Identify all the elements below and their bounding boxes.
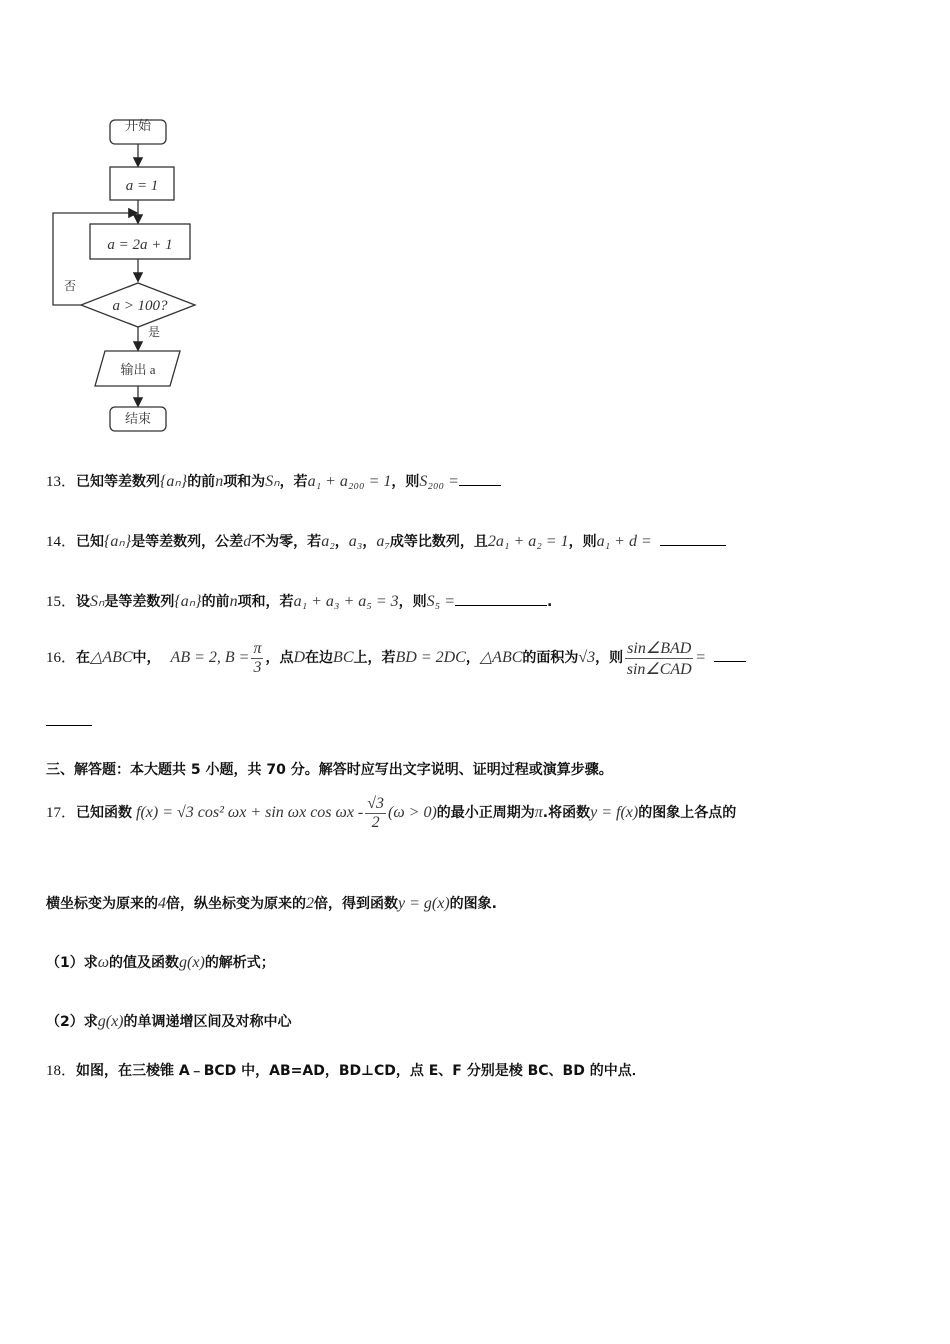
- text: 设: [76, 594, 91, 610]
- question-17: [46, 795, 736, 832]
- text: 的面积为: [522, 649, 579, 666]
- text: 已知函数: [76, 804, 133, 821]
- math: a₁ + a₂₀₀ = 1: [307, 473, 392, 490]
- math: S₂₀₀ =: [419, 473, 459, 490]
- math: n: [229, 593, 238, 610]
- math: {aₙ}: [104, 533, 132, 550]
- text: ，: [334, 534, 349, 550]
- text: 在边: [305, 649, 334, 666]
- math: a₇: [376, 533, 390, 550]
- yes-label: 是: [148, 325, 161, 339]
- math: △ABC: [479, 648, 523, 666]
- fraction: [365, 795, 386, 832]
- math: 4: [158, 895, 166, 912]
- math: a₂: [321, 533, 335, 550]
- text: （2）求: [46, 1014, 98, 1030]
- math: =: [695, 648, 707, 666]
- math: △ABC: [90, 648, 133, 666]
- denominator: sin∠CAD: [626, 661, 692, 678]
- q-number: 14．: [46, 534, 77, 550]
- text: 已知: [76, 534, 105, 550]
- text: 的最小正周期为: [436, 804, 535, 821]
- end-label: 结束: [124, 411, 152, 426]
- text: ，: [362, 534, 377, 550]
- answer-blank[interactable]: [459, 485, 501, 486]
- text: 的图象.: [449, 896, 497, 912]
- q-number: 15．: [46, 594, 77, 610]
- question-14: [46, 530, 726, 551]
- question-16: [46, 638, 746, 679]
- math: ω: [97, 954, 110, 971]
- math: y = g(x): [398, 895, 450, 912]
- math: Sₙ: [265, 473, 280, 490]
- question-17-line2: [46, 893, 497, 913]
- math: S₅ =: [426, 593, 455, 610]
- text: 中，: [132, 649, 161, 666]
- text: 横坐标变为原来的: [46, 896, 158, 912]
- math: g(x): [179, 954, 205, 971]
- text: ，则: [391, 474, 420, 490]
- answer-blank-continued[interactable]: [46, 725, 92, 726]
- math: √3: [578, 648, 596, 666]
- text: （1）求: [46, 955, 98, 971]
- math: BC: [333, 648, 354, 666]
- math: BD = 2DC: [395, 648, 466, 666]
- init-label: a = 1: [125, 178, 159, 194]
- math: 2: [306, 895, 314, 912]
- answer-blank[interactable]: [660, 545, 726, 546]
- q-number: 17．: [46, 804, 77, 821]
- text: 的前: [187, 474, 216, 490]
- output-label: 输出 a: [120, 362, 156, 377]
- math: D: [293, 648, 306, 666]
- q-number: 13．: [46, 474, 77, 490]
- no-label: 否: [64, 279, 77, 293]
- text: 已知等差数列: [76, 474, 161, 490]
- text: 的值及函数: [109, 955, 180, 971]
- math: g(x): [97, 1013, 124, 1030]
- question-15: [46, 590, 552, 611]
- text: .: [547, 594, 553, 610]
- text: 项和，若: [237, 594, 294, 610]
- math: a₁ + a₃ + a₅ = 3: [293, 593, 399, 610]
- numerator: √3: [367, 795, 385, 812]
- question-18: [46, 1059, 646, 1080]
- math: (ω > 0): [388, 803, 437, 821]
- math: Sₙ: [90, 593, 105, 610]
- text: ，则: [568, 534, 597, 550]
- math: y = f(x): [590, 803, 639, 821]
- math: π: [534, 803, 543, 821]
- text: 倍，得到函数: [314, 896, 398, 912]
- answer-blank[interactable]: [455, 605, 547, 606]
- text: 倍，纵坐标变为原来的: [166, 896, 306, 912]
- text: 项和为: [223, 474, 266, 490]
- question-17-part2: [46, 1011, 292, 1031]
- text: ，若: [279, 474, 308, 490]
- text: ，: [465, 649, 480, 666]
- text: 是等差数列，公差: [131, 534, 244, 550]
- question-17-part1: [46, 952, 275, 972]
- denominator: 3: [253, 659, 262, 676]
- text: 如图，在三棱锥 A﹣BCD 中，AB=AD，BD⊥CD，点 E、F 分别是棱 BC、BD 的中点．: [76, 1063, 646, 1079]
- fraction: [625, 638, 693, 679]
- text: ，则: [595, 649, 624, 666]
- text: 上，若: [353, 649, 396, 666]
- text: 的解析式；: [204, 955, 275, 971]
- math: AB = 2, B =: [170, 648, 250, 666]
- question-13: [46, 470, 501, 491]
- text: 是等差数列: [104, 594, 175, 610]
- q-number: 18．: [46, 1063, 77, 1079]
- fraction: [251, 640, 263, 677]
- denominator: 2: [371, 814, 380, 831]
- numerator: sin∠BAD: [627, 640, 692, 657]
- math: f(x) = √3 cos² ωx + sin ωx cos ωx -: [136, 803, 364, 821]
- math: {aₙ}: [160, 473, 188, 490]
- numerator: π: [253, 640, 262, 657]
- update-label: a = 2a + 1: [107, 237, 173, 253]
- q-number: 16．: [46, 649, 77, 666]
- math: a₁ + d =: [596, 533, 652, 550]
- text: 在: [76, 649, 91, 666]
- math: a₃: [348, 533, 363, 550]
- text: 不为零，若: [251, 534, 322, 550]
- math: d: [243, 533, 252, 550]
- math: 2a₁ + a₂ = 1: [487, 533, 569, 550]
- condition-label: a > 100?: [112, 298, 168, 314]
- section-heading: 三、解答题：本大题共 5 小题，共 70 分。解答时应写出文字说明、证明过程或演算步骤。: [46, 762, 613, 778]
- math: n: [215, 473, 224, 490]
- text: ，点: [265, 649, 294, 666]
- text: ，则: [398, 594, 427, 610]
- math: {aₙ}: [174, 593, 202, 610]
- text: .将函数: [542, 804, 591, 821]
- flowchart: [40, 110, 240, 440]
- text: 成等比数列，且: [389, 534, 488, 550]
- text: 的单调递增区间及对称中心: [123, 1014, 292, 1030]
- start-label: 开始: [124, 118, 152, 133]
- answer-blank[interactable]: [714, 661, 746, 662]
- text: 的前: [201, 594, 230, 610]
- text: 的图象上各点的: [638, 804, 737, 821]
